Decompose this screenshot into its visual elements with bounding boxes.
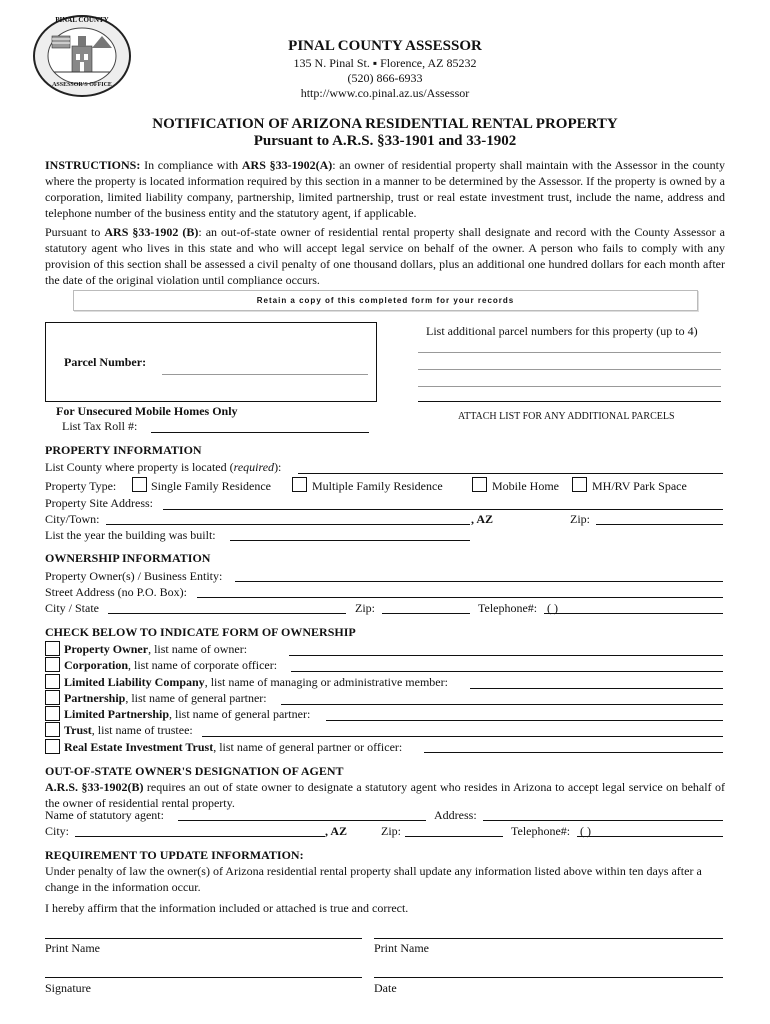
street-address-label: Street Address (no P.O. Box): <box>45 585 187 599</box>
reit-label: Real Estate Investment Trust, list name of general partner or officer: <box>64 740 403 754</box>
limited-partnership-field[interactable] <box>326 720 723 721</box>
owner-zip-field[interactable] <box>382 613 470 614</box>
city-town-field[interactable] <box>106 524 470 525</box>
reit-field[interactable] <box>424 752 723 753</box>
llc-label: Limited Liability Company, list name of managing or administrative member: <box>64 675 448 689</box>
limited-partnership-label: Limited Partnership, list name of general partner: <box>64 707 311 721</box>
corporation-label: Corporation, list name of corporate officer: <box>64 658 278 672</box>
additional-parcel-field-2[interactable] <box>418 369 721 370</box>
additional-parcel-field-1[interactable] <box>418 352 721 353</box>
date-label: Date <box>374 981 397 995</box>
owner-phone-field[interactable] <box>544 613 723 614</box>
single-family-label: Single Family Residence <box>151 479 271 493</box>
site-address-field[interactable] <box>163 509 723 510</box>
additional-parcel-field-4[interactable] <box>418 401 721 402</box>
instructions-label: INSTRUCTIONS: <box>45 158 141 172</box>
llc-checkbox[interactable] <box>45 674 60 689</box>
year-built-label: List the year the building was built: <box>45 528 216 542</box>
agent-city-field[interactable] <box>75 836 325 837</box>
mobile-home-checkbox[interactable] <box>472 477 487 492</box>
owner-zip-label: Zip: <box>355 601 375 615</box>
form-title: NOTIFICATION OF ARIZONA RESIDENTIAL RENTAL PROPERTY <box>152 116 618 132</box>
owner-phone-label: Telephone#: <box>478 601 538 615</box>
single-family-checkbox[interactable] <box>132 477 147 492</box>
agent-phone-paren: ( ) <box>580 824 591 838</box>
parcel-number-field[interactable] <box>162 374 368 375</box>
tax-roll-field[interactable] <box>151 432 369 433</box>
ownership-info-heading: OWNERSHIP INFORMATION <box>45 551 211 565</box>
attach-list-note: ATTACH LIST FOR ANY ADDITIONAL PARCELS <box>458 411 675 422</box>
property-owner-label: Property Owner, list name of owner: <box>64 642 248 656</box>
affirm-statement: I hereby affirm that the information included or attached is true and correct. <box>45 901 409 915</box>
agent-phone-field[interactable] <box>577 836 723 837</box>
trust-field[interactable] <box>202 736 723 737</box>
corporation-field[interactable] <box>291 671 723 672</box>
form-subtitle: Pursuant to A.R.S. §33-1901 and 33-1902 <box>253 133 517 149</box>
parcel-number-label: Parcel Number: <box>64 355 147 369</box>
print-name-1-field[interactable] <box>45 938 362 939</box>
org-name: PINAL COUNTY ASSESSOR <box>288 38 482 54</box>
print-name-2-field[interactable] <box>374 938 723 939</box>
additional-parcel-field-3[interactable] <box>418 386 721 387</box>
multiple-family-checkbox[interactable] <box>292 477 307 492</box>
multiple-family-label: Multiple Family Residence <box>312 479 443 493</box>
property-type-label: Property Type: <box>45 479 117 493</box>
agent-city-label: City: <box>45 824 70 838</box>
trust-label: Trust, list name of trustee: <box>64 723 193 737</box>
mh-rv-park-checkbox[interactable] <box>572 477 587 492</box>
print-name-1-label: Print Name <box>45 941 100 955</box>
city-az-text: , AZ <box>471 512 494 526</box>
ars-ref-agent: A.R.S. §33-1902(B) <box>45 780 144 794</box>
corporation-checkbox[interactable] <box>45 657 60 672</box>
county-label: List County where property is located (required): <box>45 460 282 474</box>
county-seal-logo <box>32 14 132 98</box>
property-owner-checkbox[interactable] <box>45 641 60 656</box>
property-zip-label: Zip: <box>570 512 590 526</box>
seal-top-text: PINAL COUNTY <box>55 16 109 24</box>
owner-entity-label: Property Owner(s) / Business Entity: <box>45 569 223 583</box>
agent-address-field[interactable] <box>483 820 723 821</box>
agent-heading: OUT-OF-STATE OWNER'S DESIGNATION OF AGENT <box>45 764 344 778</box>
reit-checkbox[interactable] <box>45 739 60 754</box>
instructions-paragraph: INSTRUCTIONS: In compliance with ARS §33-1902(A): an owner of residential property shall maintain with the Assessor in the county where the property is located information required by this section in a manner to be determined by the Assessor. If the property is owned by a corporation, limited liability company, partnership, limited partnership, trust or real estate investment trust, include the name, address and telephone number of the business entity and the statutory agent, if applicable. <box>45 158 726 220</box>
llc-field[interactable] <box>470 688 723 689</box>
additional-parcels-label: List additional parcel numbers for this property (up to 4) <box>426 324 698 338</box>
signature-label: Signature <box>45 981 91 995</box>
date-field[interactable] <box>374 977 723 978</box>
agent-paragraph: A.R.S. §33-1902(B) requires an out of state owner to designate a statutory agent who resides in Arizona to accept legal service on behalf of the owner of residential rental property. <box>45 780 725 810</box>
city-state-field[interactable] <box>108 613 346 614</box>
property-info-heading: PROPERTY INFORMATION <box>45 443 202 457</box>
signature-field[interactable] <box>45 977 362 978</box>
year-built-field[interactable] <box>230 540 470 541</box>
limited-partnership-checkbox[interactable] <box>45 706 60 721</box>
partnership-checkbox[interactable] <box>45 690 60 705</box>
agent-name-field[interactable] <box>178 820 426 821</box>
penalty-paragraph: Pursuant to ARS §33-1902 (B): an out-of-state owner of residential rental property shall designate and record with the County Assessor a statutory agent who lives in this state and who will accept legal service on behalf of the owner. A person who fails to comply with any provision of this section shall be assessed a civil penalty of one thousand dollars, plus an additional one hundred dollars for each month after the date of the original violation until compliance occurs. <box>45 225 725 287</box>
org-address: 135 N. Pinal St. ▪ Florence, AZ 85232 <box>293 56 477 70</box>
partnership-field[interactable] <box>281 704 723 705</box>
mh-rv-park-label: MH/RV Park Space <box>592 479 687 493</box>
update-heading: REQUIREMENT TO UPDATE INFORMATION: <box>45 848 304 862</box>
property-zip-field[interactable] <box>596 524 723 525</box>
ars-ref-b: ARS §33-1902 (B) <box>104 225 199 239</box>
agent-address-label: Address: <box>434 808 477 822</box>
ars-ref-a: ARS §33-1902(A) <box>241 158 333 172</box>
form-of-ownership-heading: CHECK BELOW TO INDICATE FORM OF OWNERSHIP <box>45 625 356 639</box>
retain-note-box <box>73 290 698 311</box>
owner-phone-paren: ( ) <box>547 601 558 615</box>
print-name-2-label: Print Name <box>374 941 429 955</box>
agent-name-label: Name of statutory agent: <box>45 808 164 822</box>
mobile-home-heading: For Unsecured Mobile Homes Only <box>56 404 238 418</box>
retain-note: Retain a copy of this completed form for your records <box>256 296 515 305</box>
agent-zip-label: Zip: <box>381 824 401 838</box>
update-paragraph: Under penalty of law the owner(s) of Arizona residential rental property shall update any information listed above within ten days after a change in the information occur. <box>45 864 702 894</box>
owner-entity-field[interactable] <box>235 581 723 582</box>
city-state-label: City / State <box>45 601 99 615</box>
mobile-home-label: Mobile Home <box>492 479 559 493</box>
county-field[interactable] <box>298 473 723 474</box>
org-phone: (520) 866-6933 <box>347 71 423 85</box>
property-owner-field[interactable] <box>289 655 723 656</box>
city-town-label: City/Town: <box>45 512 100 526</box>
site-address-label: Property Site Address: <box>45 496 153 510</box>
agent-phone-label: Telephone#: <box>511 824 571 838</box>
agent-az-text: , AZ <box>325 824 348 838</box>
org-url[interactable]: http://www.co.pinal.az.us/Assessor <box>300 86 470 100</box>
partnership-label: Partnership, list name of general partner: <box>64 691 267 705</box>
street-address-field[interactable] <box>197 597 723 598</box>
agent-zip-field[interactable] <box>405 836 503 837</box>
seal-bottom-text: ASSESSOR'S OFFICE <box>52 82 112 88</box>
tax-roll-label: List Tax Roll #: <box>62 419 138 433</box>
trust-checkbox[interactable] <box>45 722 60 737</box>
